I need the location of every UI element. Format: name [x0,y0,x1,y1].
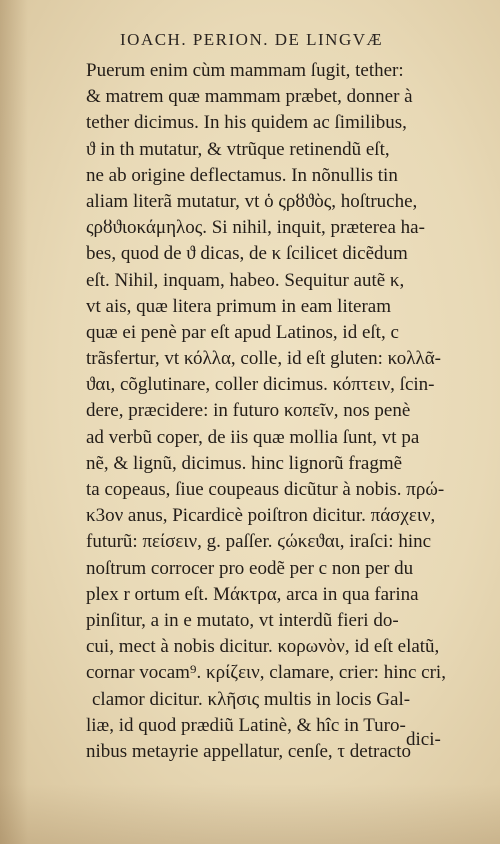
text-line: ta copeaus, ſiue coupeaus dicũtur à nobis. πρώ- [86,479,445,500]
text-line: dere, præcidere: in futuro κοπεῖν, nos penè [86,400,411,422]
text-line: κ3ον anus, Picardicè poiſtron dicitur. πάσχειν, [86,505,436,527]
text-line: aliam literã mutatur, vt ὁ ςρȣϑὸς, hoſtruche, [86,190,418,212]
text-line: eſt. Nihil, inquam, habeo. Sequitur autẽ κ, [86,269,405,291]
text-line: quæ ei penè par eſt apud Latinos, id eſt, c [86,321,399,343]
text-line: & matrem quæ mammam præbet, donner à [86,86,413,108]
text-line: nibus metayrie appellatur, cenſe, τ detracto [86,740,411,762]
text-line: ϑαι, cõglutinare, coller dicimus. κόπτειν, ſcin- [86,374,435,396]
text-line: bes, quod de ϑ dicas, de κ ſcilicet dicẽdum [86,243,408,265]
page-bottom-shadow [0,784,500,844]
text-line: Puerum enim cùm mammam ſugit, tether: [86,60,404,81]
text-line: liæ, id quod prædiũ Latinè, & hîc in Turo- [86,714,406,736]
text-line: ad verbũ coper, de iis quæ mollia ſunt, vt pa [86,426,420,448]
text-line: tether dicimus. In his quidem ac ſimilibus, [86,112,407,134]
body-text [86,58,456,765]
catchword: dici- [406,729,441,750]
text-line: plex r ortum eſt. Μάκτρα, arca in qua farina [86,583,419,605]
text-line: vt ais, quæ litera primum in eam literam [86,295,391,317]
text-line: noſtrum corrocer pro eodẽ per c non per du [86,557,414,579]
text-line: ne ab origine deflectamus. In nõnullis tin [86,164,398,186]
text-line: nẽ, & lignũ, dicimus. hinc lignorũ fragmẽ [86,452,403,474]
text-line: ςρȣϑιοκάμηλος. Si nihil, inquit, præterea ha- [86,217,425,239]
text-line: cornar vocam⁹. κρίζειν, clamare, crier: hinc cri, [86,662,446,684]
text-line: cui, mect à nobis dicitur. κορωνὸν, id eſt elatũ, [86,636,440,658]
running-header: IOACH. PERION. DE LINGVÆ [120,30,384,49]
page-edge-shadow [0,0,28,844]
text-line: ϑ in th mutatur, & vtrũque retinendũ eſt, [86,138,390,160]
text-line: trãsfertur, vt κόλλα, colle, id eſt gluten: κολλᾶ- [86,348,442,370]
text-line: pinſitur, a in e mutato, vt interdũ fieri do- [86,609,399,631]
text-line: clamor dicitur. κλῆσις multis in locis Gal- [92,688,411,710]
text-line: futurũ: πείσειν, g. paſſer. ϛώκεϑαι, iraſci: hinc [86,531,432,553]
